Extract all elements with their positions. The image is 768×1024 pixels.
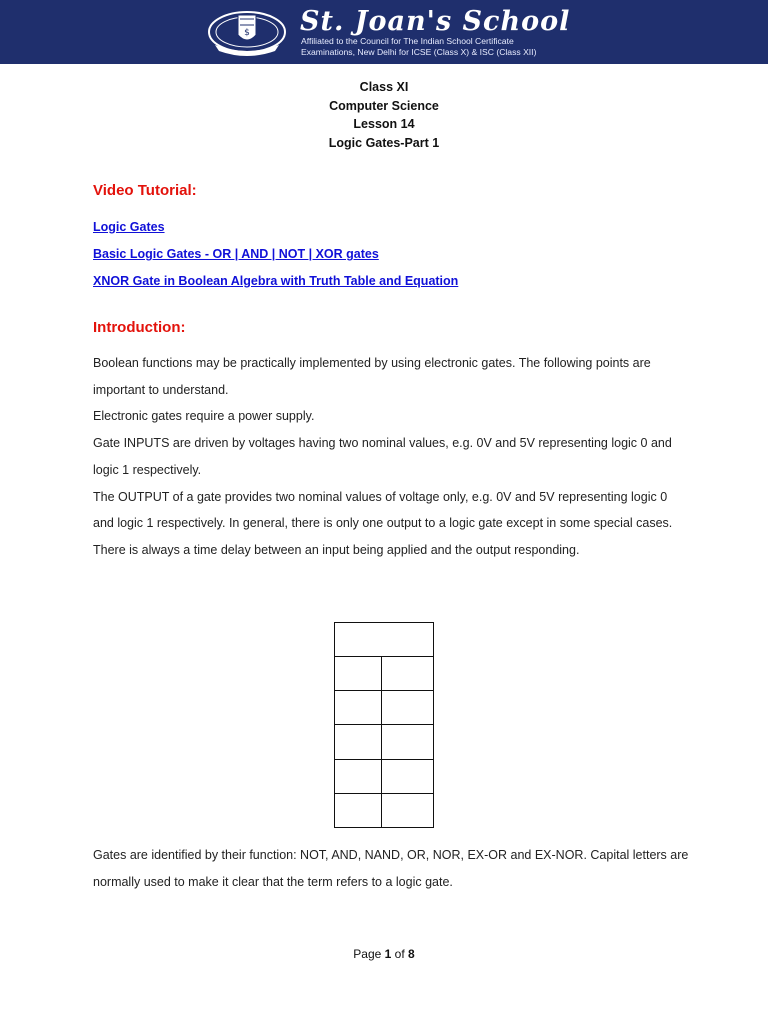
video-tutorial-heading: Video Tutorial: bbox=[93, 182, 197, 199]
affiliation-line-2: Examinations, New Delhi for ICSE (Class X) & ISC (Class XII) bbox=[301, 47, 537, 57]
gates-paragraph-block bbox=[93, 842, 693, 896]
table-row bbox=[335, 759, 434, 793]
class-label: Class XI bbox=[359, 80, 409, 94]
topic-label: Logic Gates-Part 1 bbox=[328, 135, 440, 150]
table-row bbox=[335, 657, 434, 691]
table-row bbox=[335, 623, 434, 657]
intro-paragraph: Gate INPUTS are driven by voltages having two nominal values, e.g. 0V and 5V representing logic 0 and logic 1 respectively. bbox=[93, 436, 672, 477]
current-page-number: 1 bbox=[384, 947, 392, 961]
table-cell bbox=[335, 793, 382, 827]
lesson-label: Lesson 14 bbox=[353, 117, 415, 131]
table-cell bbox=[335, 759, 382, 793]
intro-paragraph: Boolean functions may be practically implemented by using electronic gates. The following points are important to understand. bbox=[93, 356, 651, 397]
table-cell bbox=[335, 657, 382, 691]
introduction-body bbox=[93, 350, 683, 564]
header-banner bbox=[0, 0, 768, 64]
empty-truth-table bbox=[334, 622, 434, 828]
intro-paragraph: The OUTPUT of a gate provides two nominal values of voltage only, e.g. 0V and 5V representing logic 0 and logic 1 respectively. In general, there is only one output to a logic gate except in some special cases. bbox=[93, 489, 673, 531]
subject-label: Computer Science bbox=[329, 98, 439, 113]
table-cell bbox=[382, 691, 434, 725]
lesson-title-block bbox=[0, 78, 768, 152]
total-page-number: 8 bbox=[408, 947, 415, 961]
gates-paragraph: Gates are identified by their function: NOT, AND, NAND, OR, NOR, EX-OR and EX-NOR. Capital letters are normally used to make it clear that the term refers to a logic gate. bbox=[93, 848, 689, 889]
table-cell bbox=[335, 691, 382, 725]
link-basic-logic-gates[interactable]: Basic Logic Gates - OR | AND | NOT | XOR gates bbox=[93, 247, 379, 261]
table-header-cell bbox=[335, 623, 434, 657]
of-label: of bbox=[394, 947, 405, 961]
intro-paragraph: Electronic gates require a power supply. bbox=[93, 409, 315, 424]
table-cell bbox=[382, 759, 434, 793]
table-cell bbox=[382, 657, 434, 691]
intro-paragraph: There is always a time delay between an input being applied and the output responding. bbox=[93, 542, 580, 557]
school-crest-logo bbox=[205, 5, 289, 61]
page-footer bbox=[0, 947, 768, 961]
table-cell bbox=[335, 725, 382, 759]
table-row bbox=[335, 725, 434, 759]
introduction-heading: Introduction: bbox=[93, 319, 186, 336]
link-logic-gates[interactable]: Logic Gates bbox=[93, 220, 165, 234]
table-cell bbox=[382, 725, 434, 759]
page-label: Page bbox=[353, 947, 382, 961]
table-row bbox=[335, 793, 434, 827]
table-cell bbox=[382, 793, 434, 827]
link-xnor-gate[interactable]: XNOR Gate in Boolean Algebra with Truth Table and Equation bbox=[93, 274, 459, 288]
table-row bbox=[335, 691, 434, 725]
school-name: St. Joan's School bbox=[300, 6, 571, 37]
affiliation-line-1: Affiliated to the Council for The Indian School Certificate bbox=[301, 36, 514, 46]
svg-text:$: $ bbox=[244, 28, 250, 38]
school-affiliation bbox=[301, 36, 601, 58]
